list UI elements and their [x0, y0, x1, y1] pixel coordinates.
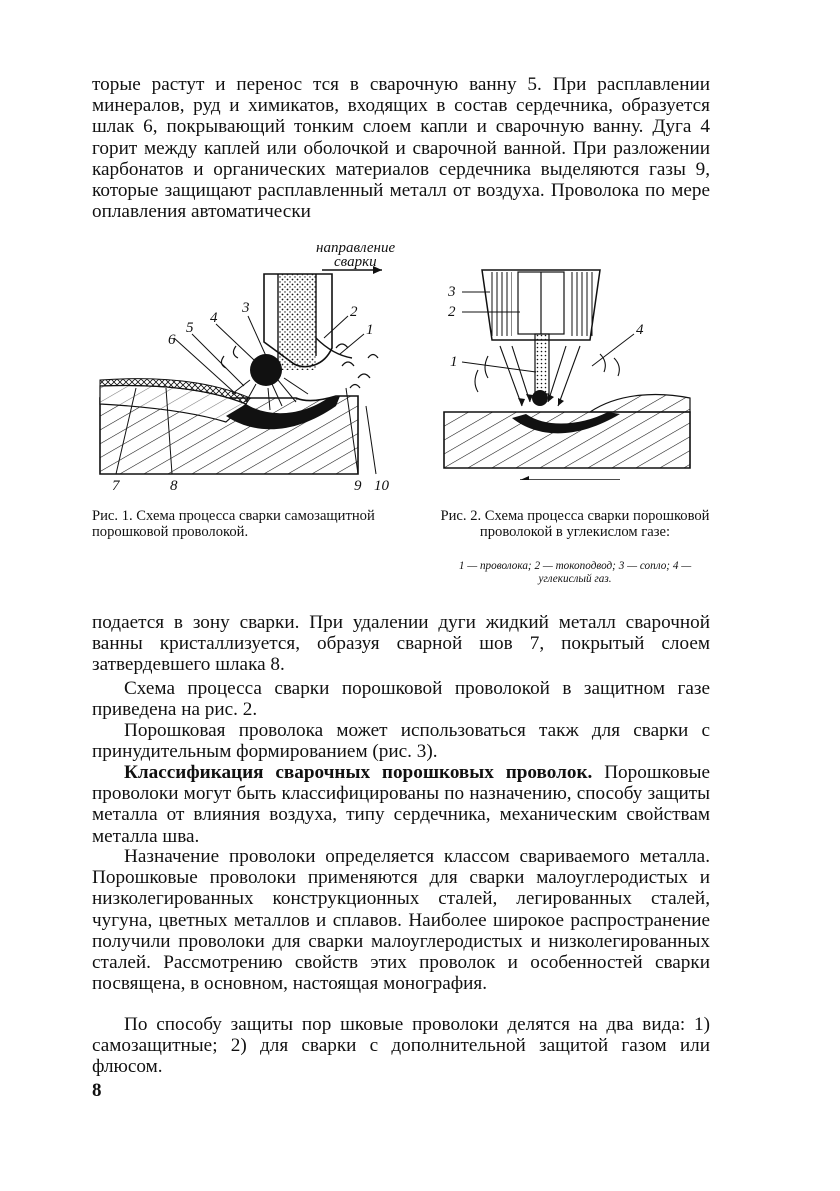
fig1-label-7: 7	[112, 478, 120, 494]
figure-2-diagram	[440, 262, 704, 480]
paragraph-intro: торые растут и перенос тся в сварочную ванну 5. При расплавлении минералов, руд и химикатов, входящих в состав сердечника, образуется шлак 6, покрывающий тонким слоем капли и сварочную ванну. Дуга 4 горит между каплей или оболочкой и сварочной ванной. При разложении карбонатов и органических материалов сердечника выделяются газы 9, которые защищают расплавленный металл от воздуха. Проволока по мере оплавления автоматически	[92, 74, 710, 223]
figure-2-caption: Рис. 2. Схема процесса сварки порошковой проволокой в углекислом газе:	[440, 508, 710, 541]
fig1-label-3: 3	[242, 300, 250, 316]
fig2-weld-seam	[590, 395, 690, 412]
fig2-label-2: 2	[448, 304, 456, 320]
fig1-label-1: 1	[366, 322, 374, 338]
classification-body: Порошковые проволоки могут быть классифицированы по назначению, способу защиты металла от влияния воздуха, типу сердечника, механическим свойствам металла шва.	[92, 762, 711, 847]
fig1-label-10: 10	[374, 478, 389, 494]
paragraph-4: Порошковая проволока может использоваться такж для сварки с принудительным формированием (рис. 3).	[92, 720, 710, 763]
fig2-label-4: 4	[636, 322, 644, 338]
paragraph-classification	[92, 762, 710, 847]
fig1-label-6: 6	[168, 332, 176, 348]
classification-heading: Классификация сварочных порошковых проволок.	[124, 762, 593, 783]
fig1-label-5: 5	[186, 320, 194, 336]
paragraph-protection: По способу защиты пор шковые проволоки делятся на два вида: 1) самозащитные; 2) для сварки с дополнительной защитой газом или флюсом.	[92, 1014, 710, 1078]
paragraph-3: Схема процесса сварки порошковой проволокой в защитном газе приведена на рис. 2.	[92, 678, 710, 721]
page-number: 8	[92, 1080, 102, 1101]
paragraph-2: подается в зону сварки. При удалении дуги жидкий металл сварочной ванны кристаллизуется, образуя сварной шов 7, покрытый слоем затвердевшего шлака 8.	[92, 612, 710, 676]
fig1-label-2: 2	[350, 304, 358, 320]
fig1-label-9: 9	[354, 478, 362, 494]
direction-label-1: направление	[316, 240, 396, 256]
direction-label-2: сварки	[334, 254, 377, 270]
figure-2-legend: 1 — проволока; 2 — токоподвод; 3 — сопло; 4 — углекислый газ.	[458, 560, 692, 585]
figure-1-caption: Рис. 1. Схема процесса сварки самозащитной порошковой проволокой.	[92, 508, 375, 541]
paragraph-purpose: Назначение проволоки определяется классом свариваемого металла. Порошковые проволоки применяются для сварки малоуглеродистых и низколегированных конструкционных сталей, легированных сталей, чугуна, цветных металлов и сплавов. Наиболее широкое распространение получили проволоки для сварки малоуглеродистых и низколегированных сталей. Рассмотрению свойств этих проволок и особенностей сварки посвящена, в основном, настоящая монография.	[92, 846, 710, 995]
metal-droplet	[250, 354, 282, 386]
wire	[535, 334, 549, 394]
figure-1-diagram	[96, 238, 408, 496]
fig1-label-8: 8	[170, 478, 178, 494]
fig2-label-1: 1	[450, 354, 458, 370]
wire-droplet	[532, 390, 548, 406]
fig2-label-3: 3	[448, 284, 456, 300]
fig1-label-4: 4	[210, 310, 218, 326]
